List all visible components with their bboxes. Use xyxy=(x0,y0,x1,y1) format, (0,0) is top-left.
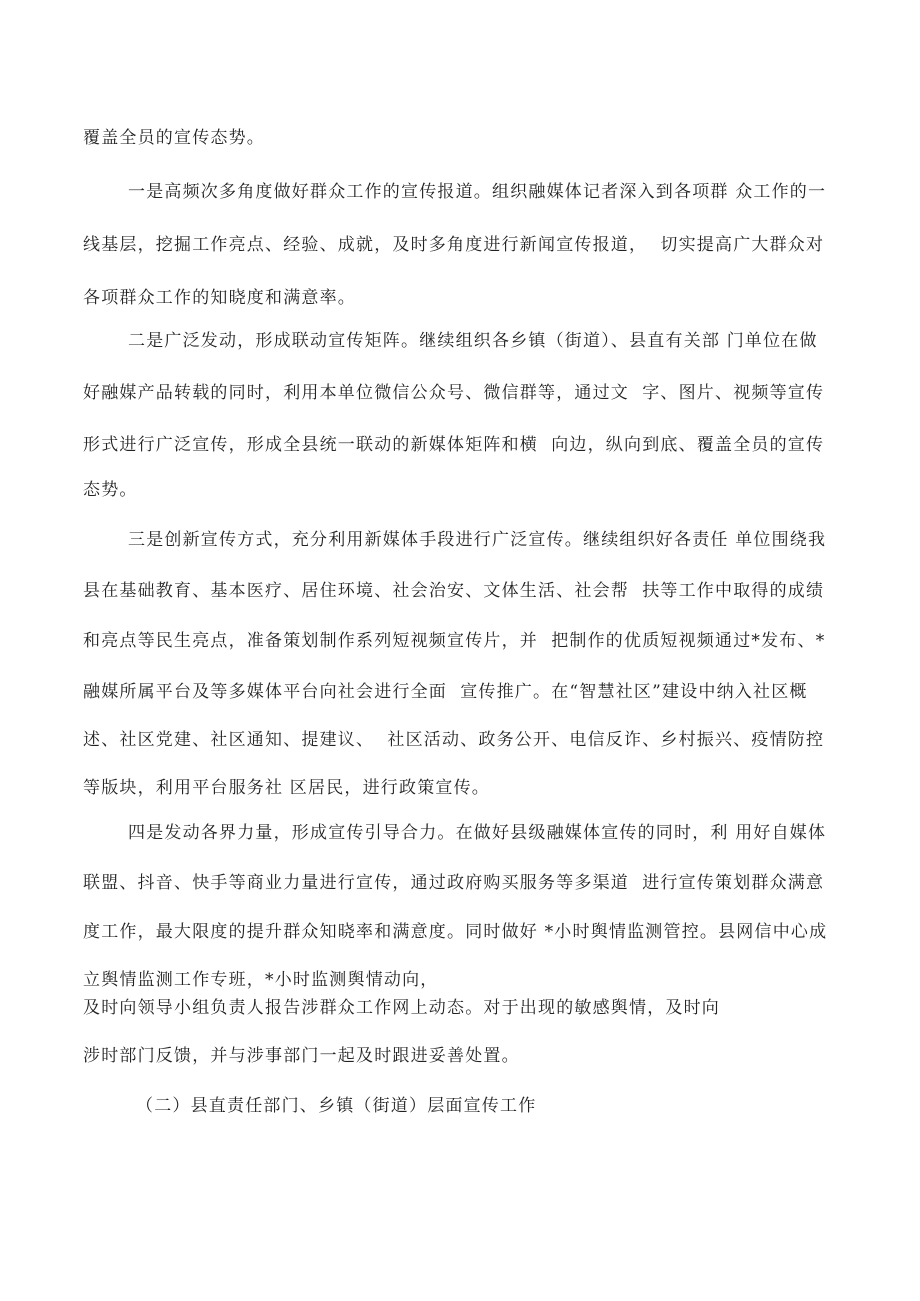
text-line: 四是发动各界力量，形成宣传引导合力。在做好县级融媒体宣传的同时，利 用好自媒体 xyxy=(128,823,827,843)
text-line: 三是创新宣传方式，充分利用新媒体手段进行广泛宣传。继续组织好各责任 单位围绕我 xyxy=(128,530,827,550)
text-line: 各项群众工作的知晓度和满意率。 xyxy=(83,288,356,308)
text-line: 及时向领导小组负责人报告涉群众工作网上动态。对于出现的敏感舆情，及时向 xyxy=(83,998,720,1018)
text-line: 形式进行广泛宣传，形成全县统一联动的新媒体矩阵和横 向边，纵向到底、覆盖全员的宣传 xyxy=(83,435,825,455)
text-line: 等版块，利用平台服务社 区居民，进行政策宣传。 xyxy=(83,778,491,798)
text-line: 立舆情监测工作专班，*小时监测舆情动向， xyxy=(83,970,439,990)
text-line: 度工作，最大限度的提升群众知晓率和满意度。同时做好 *小时舆情监测管控。县网信中心成 xyxy=(83,922,828,942)
text-line: 线基层，挖掘工作亮点、经验、成就，及时多角度进行新闻宣传报道， 切实提高广大群众对 xyxy=(83,235,825,255)
text-line: 涉时部门反馈，并与涉事部门一起及时跟进妥善处置。 xyxy=(83,1046,520,1066)
section-heading: （二）县直责任部门、乡镇（街道）层面宣传工作 xyxy=(136,1096,537,1116)
text-line: 融媒所属平台及等多媒体平台向社会进行全面 宣传推广。在“智慧社区”建设中纳入社区概 xyxy=(83,682,808,702)
text-line: 一是高频次多角度做好群众工作的宣传报道。组织融媒体记者深入到各项群 众工作的一 xyxy=(128,182,827,202)
text-line: 和亮点等民生亮点，准备策划制作系列短视频宣传片，并 把制作的优质短视频通过*发布、* xyxy=(83,631,826,651)
text-line: 态势。 xyxy=(83,480,138,500)
text-line: 县在基础教育、基本医疗、居住环境、社会治安、文体生活、社会帮 扶等工作中取得的成绩 xyxy=(83,581,825,601)
text-line: 覆盖全员的宣传态势。 xyxy=(83,128,265,148)
text-line: 好融媒产品转载的同时，利用本单位微信公众号、微信群等，通过文 字、图片、视频等宣传 xyxy=(83,383,825,403)
text-line: 述、社区党建、社区通知、提建议、 社区活动、政务公开、电信反诈、乡村振兴、疫情防控 xyxy=(83,730,825,750)
text-line: 二是广泛发动，形成联动宣传矩阵。继续组织各乡镇（街道）、县直有关部 门单位在做 xyxy=(128,331,818,351)
text-line: 联盟、抖音、快手等商业力量进行宣传，通过政府购买服务等多渠道 进行宣传策划群众满意 xyxy=(83,873,825,893)
